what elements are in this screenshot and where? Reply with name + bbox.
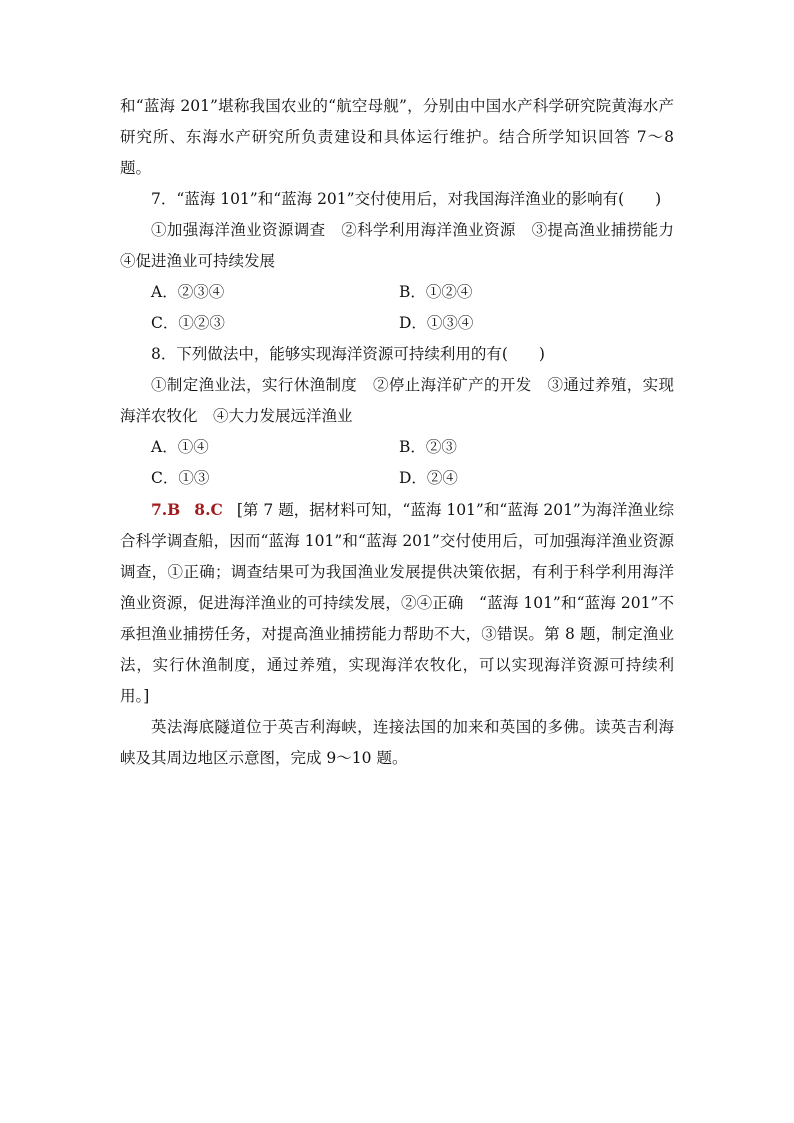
question-8-option-a: A．①④ — [151, 438, 209, 456]
question-8-options-row-1 — [120, 432, 674, 463]
question-7-options-row-2 — [120, 308, 674, 339]
question-8-option-b: B．②③ — [399, 438, 457, 456]
question-7-option-a: A．②③④ — [151, 283, 225, 301]
answer-explanation: [第 7 题，据材料可知，“蓝海 101”和“蓝海 201”为海洋渔业综合科学调查船，因而“蓝海 101”和“蓝海 201”交付使用后，可加强海洋渔业资源调查，①正确；调查结果可为我国渔业发展提供决策依据，有利于科学利用海洋渔业资源，促进海洋渔业的可持续发展，②④正确 “蓝海 101”和“蓝海 201”不承担渔业捕捞任务，对提高渔业捕捞能力帮助不大，③错误。第 8 题，制定渔业法，实行休渔制度，通过养殖，实现海洋农牧化，可以实现海洋资源可持续利用。] — [120, 501, 674, 705]
answer-key-8: 8.C — [194, 500, 223, 519]
question-7-stem: 7．“蓝海 101”和“蓝海 201”交付使用后，对我国海洋渔业的影响有( ) — [151, 190, 662, 208]
question-7-option-b: B．①②④ — [399, 283, 473, 301]
answer-paragraph — [120, 494, 674, 712]
next-section-intro: 英法海底隧道位于英吉利海峡，连接法国的加来和英国的多佛。读英吉利海峡及其周边地区示意图，完成 9～10 题。 — [120, 718, 674, 767]
question-8-option-c: C．①③ — [151, 469, 210, 487]
question-7-option-d: D．①③④ — [399, 314, 474, 332]
question-7-options — [120, 277, 674, 339]
question-8-stem: 8．下列做法中，能够实现海洋资源可持续利用的有( ) — [151, 345, 545, 363]
answer-key-7: 7.B — [151, 500, 181, 519]
question-7-option-c: C．①②③ — [151, 314, 225, 332]
question-8-option-d: D．②④ — [399, 469, 458, 487]
question-8-options-row-2 — [120, 463, 674, 494]
question-8-options — [120, 432, 674, 494]
document-content — [120, 91, 690, 774]
question-7-options-row-1 — [120, 277, 674, 308]
question-7-items: ①加强海洋渔业资源调查 ②科学利用海洋渔业资源 ③提高渔业捕捞能力 ④促进渔业可持续发展 — [120, 221, 690, 270]
question-8-items: ①制定渔业法，实行休渔制度 ②停止海洋矿产的开发 ③通过养殖，实现海洋农牧化 ④大力发展远洋渔业 — [120, 376, 674, 425]
intro-paragraph: 和“蓝海 201”堪称我国农业的“航空母舰”，分别由中国水产科学研究院黄海水产研究所、东海水产研究所负责建设和具体运行维护。结合所学知识回答 7～8 题。 — [120, 97, 674, 177]
